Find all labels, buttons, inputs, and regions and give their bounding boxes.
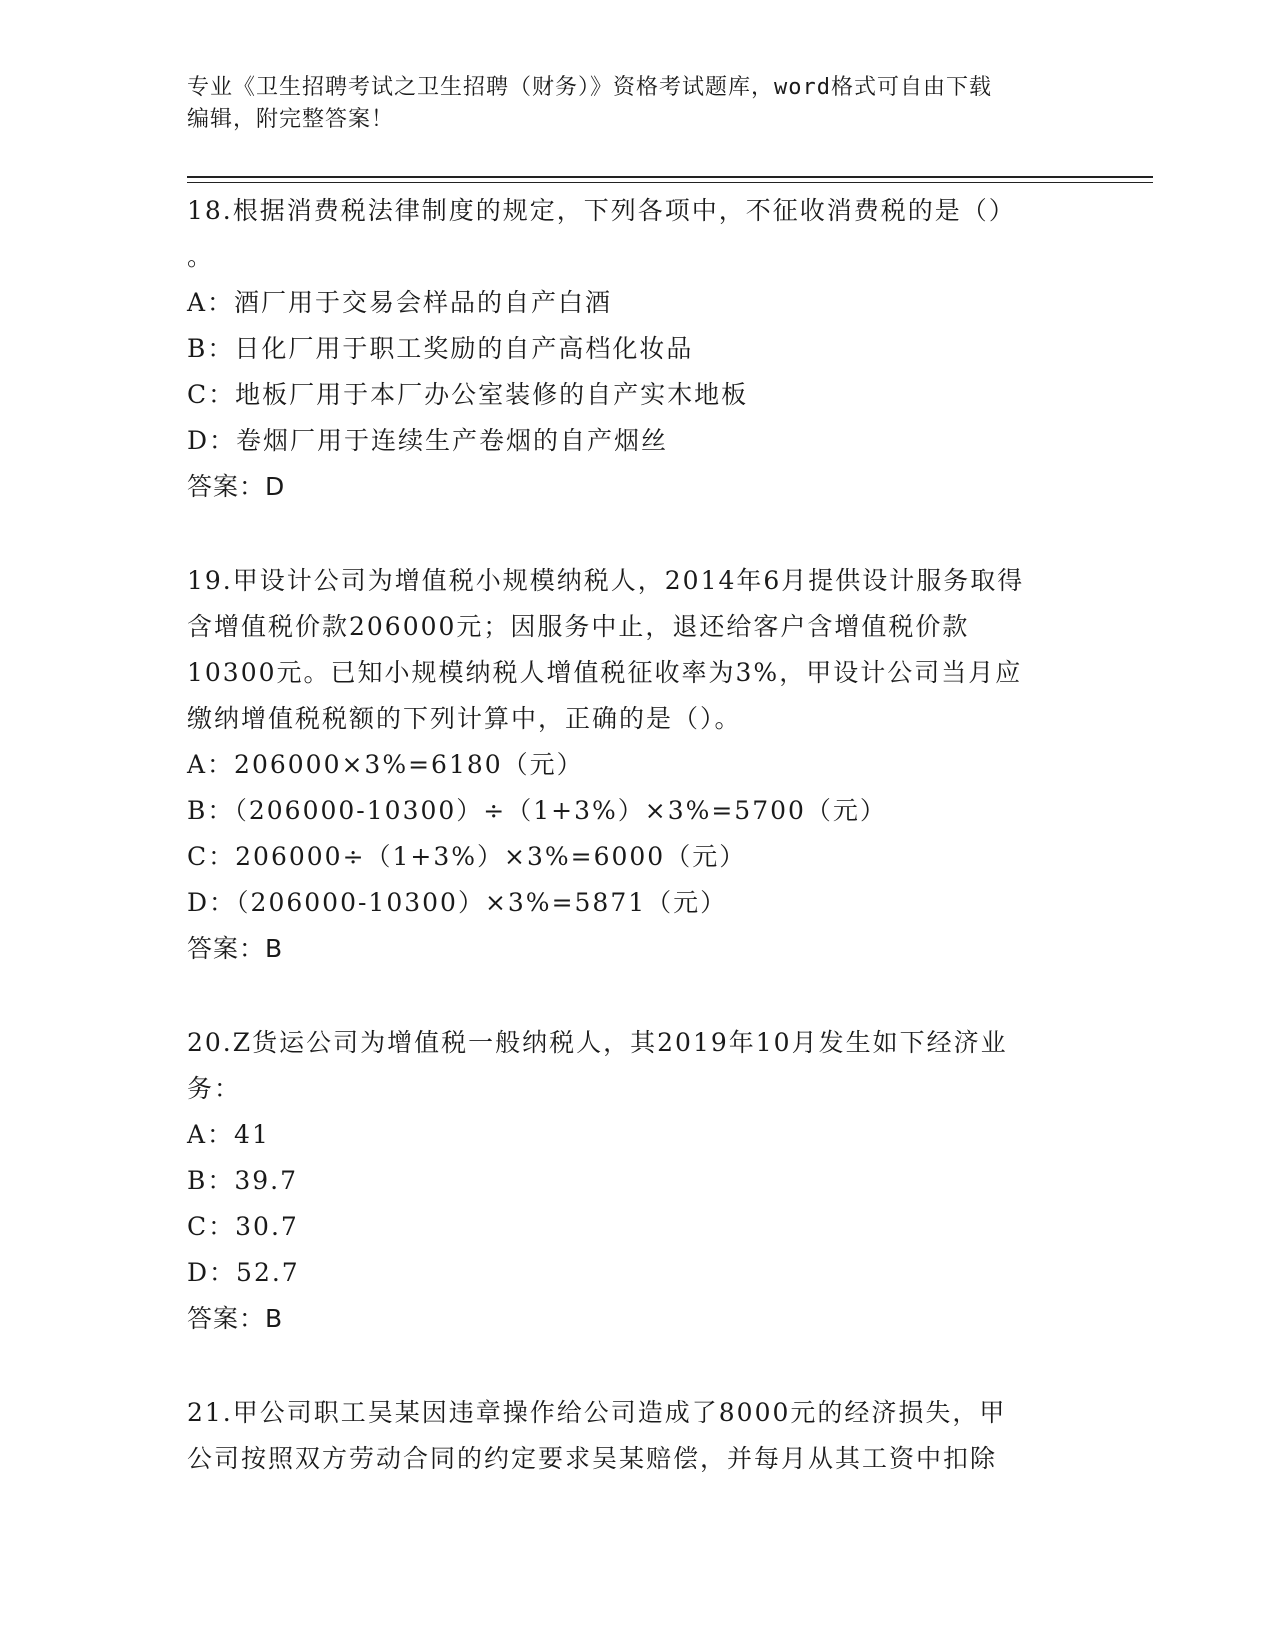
document-header (187, 72, 1087, 136)
question-stem-line: 缴纳增值税税额的下列计算中，正确的是（）。 (187, 704, 742, 733)
question-stem-line: 20.Z货运公司为增值税一般纳税人，其2019年10月发生如下经济业 (187, 1028, 1008, 1057)
option-a: A：酒厂用于交易会样品的自产白酒 (187, 288, 613, 317)
option-c: C：30.7 (187, 1212, 299, 1241)
question-21 (187, 1390, 1087, 1482)
header-divider-thick (187, 176, 1153, 178)
option-c: C：地板厂用于本厂办公室装修的自产实木地板 (187, 380, 749, 409)
answer-line: 答案：D (187, 472, 286, 501)
option-d: D：卷烟厂用于连续生产卷烟的自产烟丝 (187, 426, 669, 455)
question-18 (187, 188, 1087, 510)
header-line-2: 编辑，附完整答案！ (187, 107, 395, 132)
question-stem-line: 21.甲公司职工吴某因违章操作给公司造成了8000元的经济损失，甲 (187, 1398, 1007, 1427)
header-divider-thin (187, 182, 1153, 183)
answer-line: 答案：B (187, 934, 284, 963)
option-d: D：（206000-10300）×3%=5871（元） (187, 888, 728, 917)
question-stem-line: 18.根据消费税法律制度的规定，下列各项中，不征收消费税的是（） (187, 196, 1016, 225)
answer-line: 答案：B (187, 1304, 284, 1333)
question-stem-line: 含增值税价款206000元；因服务中止，退还给客户含增值税价款 (187, 612, 970, 641)
option-b: B：39.7 (187, 1166, 299, 1195)
question-stem-line: 10300元。已知小规模纳税人增值税征收率为3%，甲设计公司当月应 (187, 658, 1023, 687)
header-line-1: 专业《卫生招聘考试之卫生招聘（财务）》资格考试题库，word格式可自由下载 (187, 75, 992, 100)
option-b: B：（206000-10300）÷（1+3%）×3%=5700（元） (187, 796, 887, 825)
option-a: A：206000×3%=6180（元） (187, 750, 584, 779)
option-c: C：206000÷（1+3%）×3%=6000（元） (187, 842, 747, 871)
option-d: D：52.7 (187, 1258, 300, 1287)
question-list (187, 188, 1087, 1530)
question-stem-line: 。 (187, 242, 215, 271)
question-stem-line: 19.甲设计公司为增值税小规模纳税人，2014年6月提供设计服务取得 (187, 566, 1025, 595)
option-a: A：41 (187, 1120, 270, 1149)
question-stem-line: 务： (187, 1074, 242, 1103)
question-20 (187, 1020, 1087, 1342)
question-stem-line: 公司按照双方劳动合同的约定要求吴某赔偿，并每月从其工资中扣除 (187, 1444, 998, 1473)
option-b: B：日化厂用于职工奖励的自产高档化妆品 (187, 334, 694, 363)
question-19 (187, 558, 1087, 972)
